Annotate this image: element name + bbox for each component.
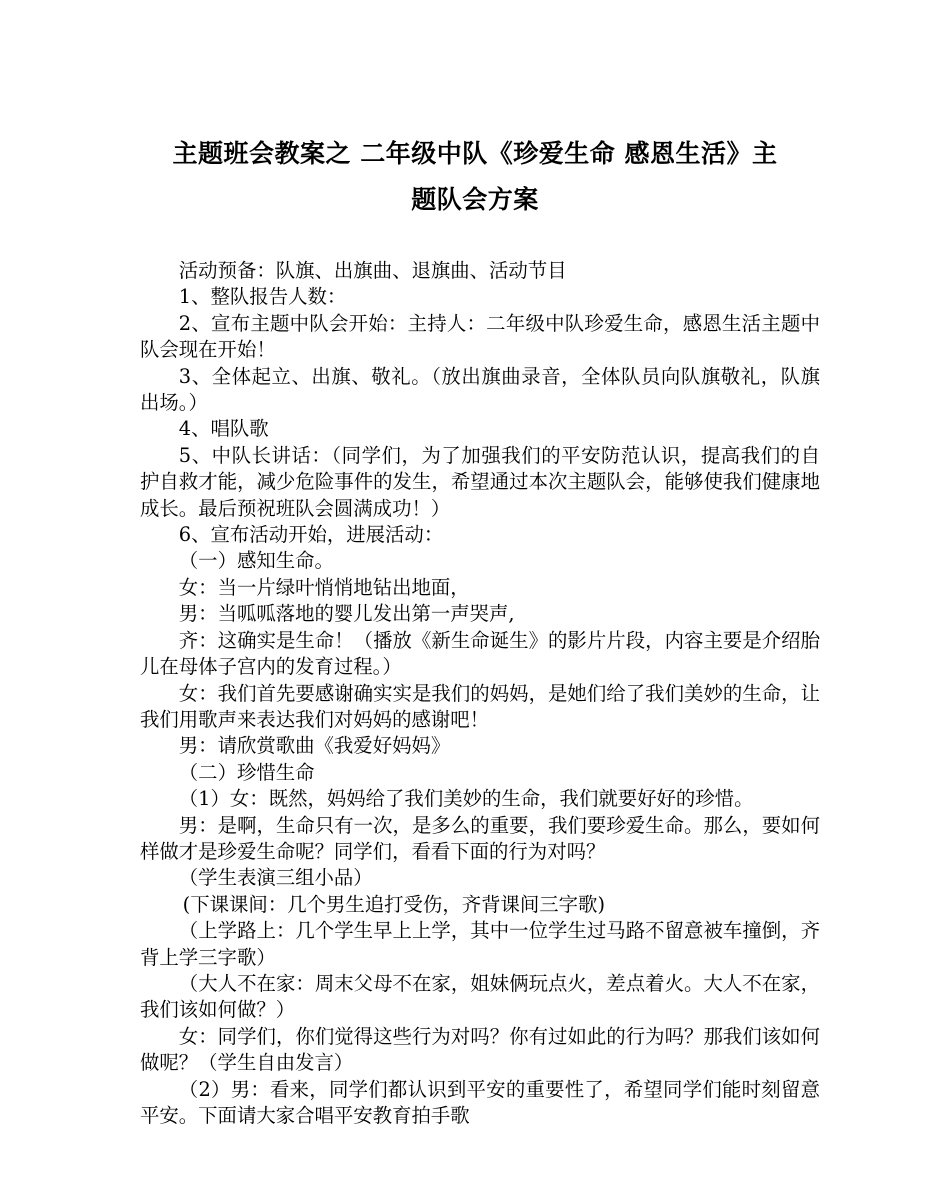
paragraph: （二）珍惜生命 [178, 760, 315, 784]
paragraph: 女：我们首先要感谢确实实是我们的妈妈，是她们给了我们美妙的生命，让我们用歌声来表达我们对妈妈的感谢吧！ [140, 681, 820, 731]
paragraph: 活动预备：队旗、出旗曲、退旗曲、活动节目 [178, 259, 567, 282]
paragraph: 女：当一片绿叶悄悄地钻出地面， [178, 575, 470, 599]
paragraph: 齐：这确实是生命！（播放《新生命诞生》的影片片段，内容主要是介绍胎儿在母体子宫内的发育过程。） [140, 628, 820, 679]
paragraph: 4、唱队歌 [178, 417, 269, 441]
paragraph: 3、全体起立、出旗、敬礼。（放出旗曲录音，全体队员向队旗敬礼，队旗出场。） [140, 364, 820, 415]
paragraph: 男：是啊，生命只有一次，是多么的重要，我们要珍爱生命。那么，要如何样做才是珍爱生命呢？同学们，看看下面的行为对吗？ [140, 813, 820, 863]
paragraph: （2）男：看来，同学们都认识到平安的重要性了，希望同学们能时刻留意平安。下面请大家合唱平安教育拍手歌 [140, 1077, 820, 1127]
paragraph: 女：同学们，你们觉得这些行为对吗？你有过如此的行为吗？那我们该如何做呢？（学生自由发言） [140, 1024, 820, 1075]
paragraph: (下课课间：几个男生追打受伤，齐背课间三字歌) [182, 892, 606, 916]
paragraph: 5、中队长讲话：（同学们，为了加强我们的平安防范认识，提高我们的自护自救才能，减少危险事件的发生，希望通过本次主题队会，能够使我们健康地成长。最后预祝班队会圆满成功！） [140, 443, 820, 520]
paragraph: 2、宣布主题中队会开始：主持人：二年级中队珍爱生命，感恩生活主题中队会现在开始！ [140, 311, 820, 362]
document-body [140, 258, 820, 1129]
paragraph: （学生表演三组小品） [178, 866, 373, 890]
paragraph: 1、整队报告人数： [178, 285, 347, 309]
paragraph: 6、宣布活动开始，进展活动： [178, 523, 444, 547]
paragraph: （1）女：既然，妈妈给了我们美妙的生命，我们就要好好的珍惜。 [178, 787, 754, 811]
paragraph: 男：请欣赏歌曲《我爱好妈妈》 [178, 734, 451, 758]
title-line-2: 题队会方案 [411, 185, 539, 214]
document-title [120, 131, 830, 223]
paragraph: 男：当呱呱落地的婴儿发出第一声哭声, [178, 602, 515, 626]
paragraph: （大人不在家：周末父母不在家，姐妹俩玩点火，差点着火。大人不在家，我们该如何做？） [140, 971, 820, 1022]
paragraph: （一）感知生命。 [178, 549, 334, 573]
title-line-1: 主题班会教案之 二年级中队《珍爱生命 感恩生活》主 [172, 139, 778, 168]
paragraph: （上学路上：几个学生早上上学，其中一位学生过马路不留意被车撞倒，齐背上学三字歌） [140, 919, 820, 969]
